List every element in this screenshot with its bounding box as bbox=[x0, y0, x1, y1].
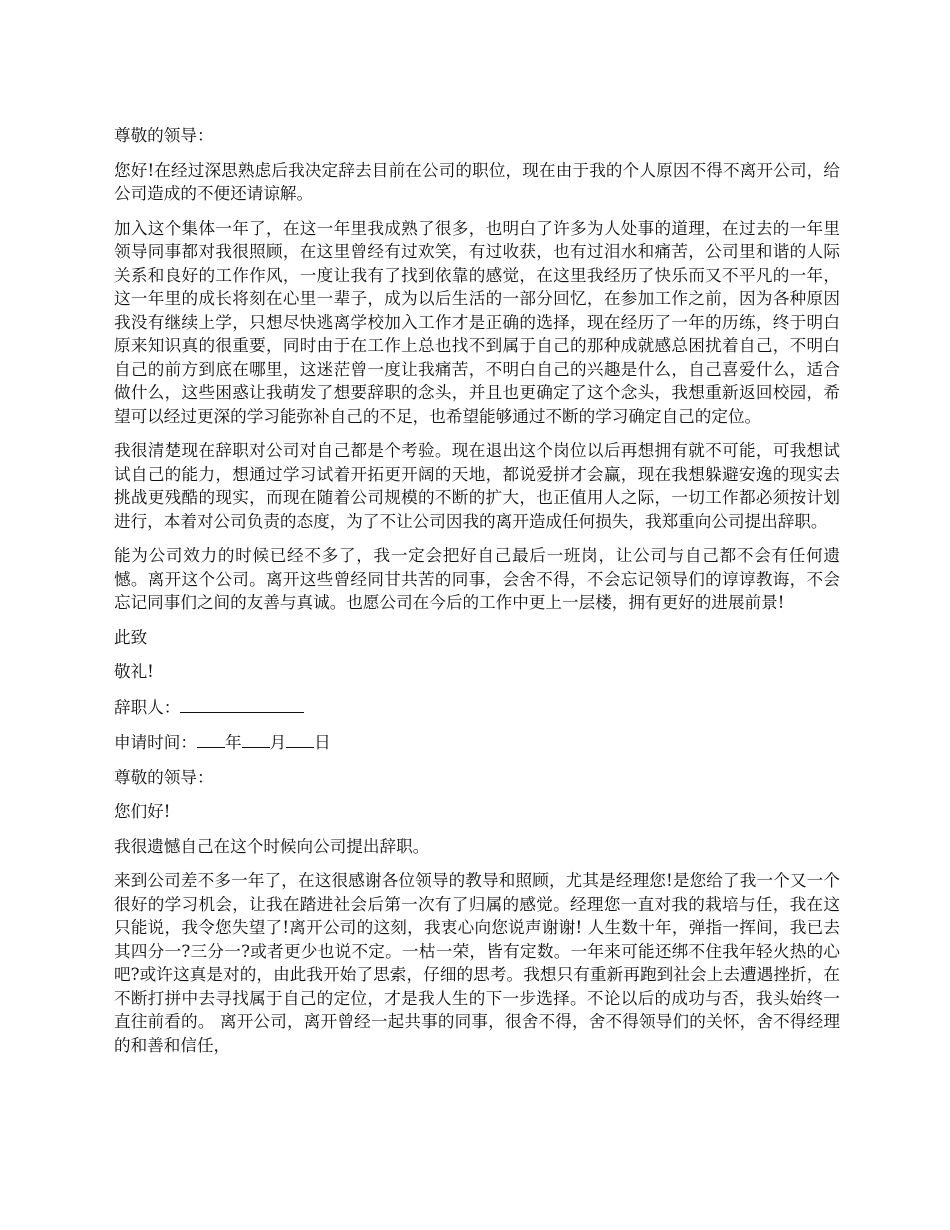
year-label: 年 bbox=[224, 733, 242, 752]
date-label: 申请时间： bbox=[114, 733, 197, 752]
signature-line bbox=[114, 695, 840, 720]
body-paragraph: 来到公司差不多一年了，在这很感谢各位领导的教导和照顾，尤其是经理您!是您给了我一个又一个很好的学习机会，让我在踏进社会后第一次有了归属的感觉。经理您一直对我的栽培与任，我在这只能说，我令您失望了!离开公司的这刻，我衷心向您说声谢谢! 人生数十年，弹指一挥间，我已去其四分一?三分一?或者更少也说不定。一枯一荣，皆有定数。一年来可能还绑不住我年轻火热的心吧?或许这真是对的，由此我开始了思索，仔细的思考。我想只有重新再跑到社会上去遭遇挫折，在不断打拼中去寻找属于自己的定位，才是我人生的下一步选择。不论以后的成功与否，我头始终一直往前看的。 离开公司，离开曾经一起共事的同事，很舍不得，舍不得领导们的关怀，舍不得经理的和善和信任， bbox=[114, 871, 840, 1055]
letter-body bbox=[114, 124, 840, 1068]
year-blank bbox=[197, 730, 225, 748]
day-label: 日 bbox=[314, 733, 331, 752]
greeting-paragraph: 您好!在经过深思熟虑后我决定辞去目前在公司的职位，现在由于我的个人原因不得不离开公司，给公司造成的不便还请谅解。 bbox=[114, 160, 840, 203]
date-line bbox=[114, 730, 840, 755]
body-paragraph: 我很清楚现在辞职对公司对自己都是个考验。现在退出这个岗位以后再想拥有就不可能，可我想试试自己的能力，想通过学习试着开拓更开阔的天地，都说爱拼才会赢，现在我想躲避安逸的现实去挑战更残酷的现实，而现在随着公司规模的不断的扩大，也正值用人之际，一切工作都必须按计划进行，本着对公司负责的态度，为了不让公司因我的离开造成任何损失，我郑重向公司提出辞职。 bbox=[114, 441, 840, 531]
salutation: 尊敬的领导： bbox=[114, 126, 214, 145]
month-label: 月 bbox=[269, 733, 287, 752]
month-blank bbox=[242, 730, 270, 748]
body-paragraph: 能为公司效力的时候已经不多了，我一定会把好自己最后一班岗，让公司与自己都不会有任何遗憾。离开这个公司。离开这些曾经同甘共苦的同事，会舍不得，不会忘记领导们的谆谆教诲，不会忘记同事们之间的友善与真诚。也愿公司在今后的工作中更上一层楼，拥有更好的进展前景! bbox=[114, 546, 840, 612]
day-blank bbox=[286, 730, 314, 748]
signature-label: 辞职人： bbox=[114, 697, 181, 717]
closing-salute: 敬礼! bbox=[114, 662, 154, 681]
salutation: 尊敬的领导： bbox=[114, 767, 214, 787]
greeting-line: 您们好! bbox=[114, 802, 171, 821]
body-paragraph: 加入这个集体一年了，在这一年里我成熟了很多，也明白了许多为人处事的道理，在过去的一年里领导同事都对我很照顾，在这里曾经有过欢笑，有过收获，也有过泪水和痛苦，公司里和谐的人际关系和良好的工作作风，一度让我有了找到依靠的感觉，在这里我经历了快乐而又不平凡的一年，这一年里的成长将刻在心里一辈子，成为以后生活的一部分回忆，在参加工作之前，因为各种原因我没有继续上学，只想尽快逃离学校加入工作才是正确的选择，现在经历了一年的历练，终于明白原来知识真的很重要，同时由于在工作上总也找不到属于自己的那种成就感总困扰着自己，不明白自己的前方到底在哪里，这迷茫曾一度让我痛苦，不明白自己的兴趣是什么，自己喜爱什么，适合做什么，这些困惑让我萌发了想要辞职的念头，并且也更确定了这个念头，我想重新返回校园，希望可以经过更深的学习能弥补自己的不足，也希望能够通过不断的学习确定自己的定位。 bbox=[114, 218, 840, 426]
signature-blank bbox=[180, 695, 304, 713]
intro-line: 我很遗憾自己在这个时候向公司提出辞职。 bbox=[114, 836, 430, 856]
closing-line: 此致 bbox=[114, 627, 148, 647]
